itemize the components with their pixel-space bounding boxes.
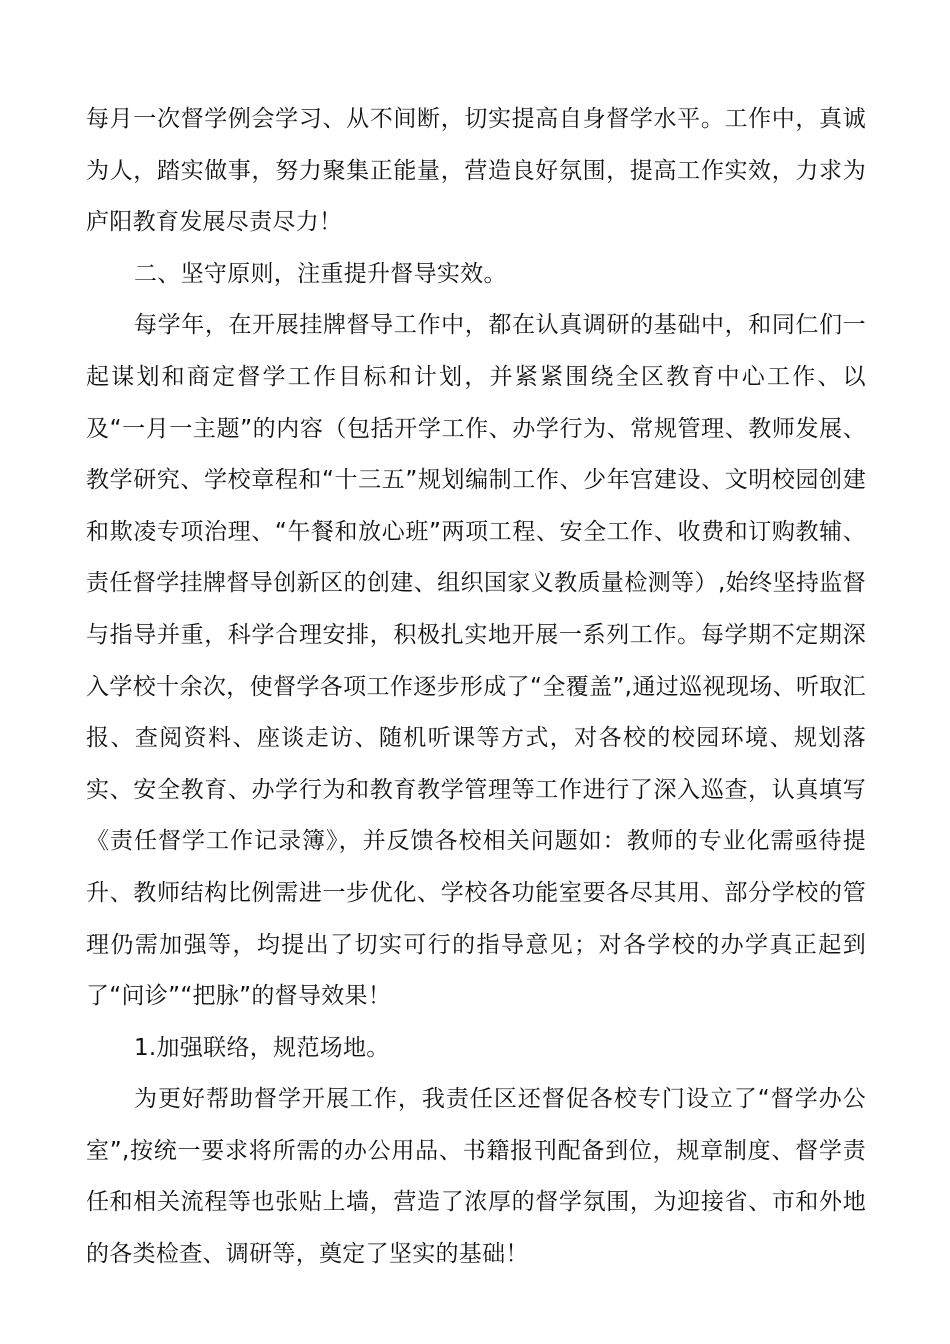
paragraph-office-setup: 为更好帮助督学开展工作，我责任区还督促各校专门设立了“督学办公室”,按统一要求将所需的办公用品、书籍报刊配备到位，规章制度、督学责任和相关流程等也张贴上墙，营造了浓厚的督学氛围，为迎接省、市和外地的各类检查、调研等，奠定了坚实的基础！ bbox=[86, 1086, 866, 1268]
document-page bbox=[86, 94, 866, 1281]
paragraph-intro-continuation: 每月一次督学例会学习、从不间断，切实提高自身督学水平。工作中，真诚为人，踏实做事，努力聚集正能量，营造良好氛围，提高工作实效，力求为庐阳教育发展尽责尽力！ bbox=[86, 106, 866, 236]
paragraph-supervision-work: 每学年，在开展挂牌督导工作中，都在认真调研的基础中，和同仁们一起谋划和商定督学工作目标和计划，并紧紧围绕全区教育中心工作、以及“一月一主题”的内容（包括开学工作、办学行为、常规管理、教师发展、教学研究、学校章程和“十三五”规划编制工作、少年宫建设、文明校园创建和欺凌专项治理、“午餐和放心班”两项工程、安全工作、收费和订购教辅、责任督学挂牌督导创新区的创建、组织国家义教质量检测等）,始终坚持监督与指导并重，科学合理安排，积极扎实地开展一系列工作。每学期不定期深入学校十余次，使督学各项工作逐步形成了“全覆盖”,通过巡视现场、听取汇报、查阅资料、座谈走访、随机听课等方式，对各校的校园环境、规划落实、安全教育、办学行为和教育教学管理等工作进行了深入巡查，认真填写《责任督学工作记录簿》，并反馈各校相关问题如：教师的专业化需亟待提升、教师结构比例需进一步优化、学校各功能室要各尽其用、部分学校的管理仍需加强等，均提出了切实可行的指导意见；对各学校的办学真正起到了“问诊”“把脉”的督导效果！ bbox=[86, 312, 866, 1010]
section-heading-2: 二、坚守原则，注重提升督导实效。 bbox=[134, 260, 507, 287]
subheading-1: 1.加强联络，规范场地。 bbox=[134, 1034, 390, 1061]
